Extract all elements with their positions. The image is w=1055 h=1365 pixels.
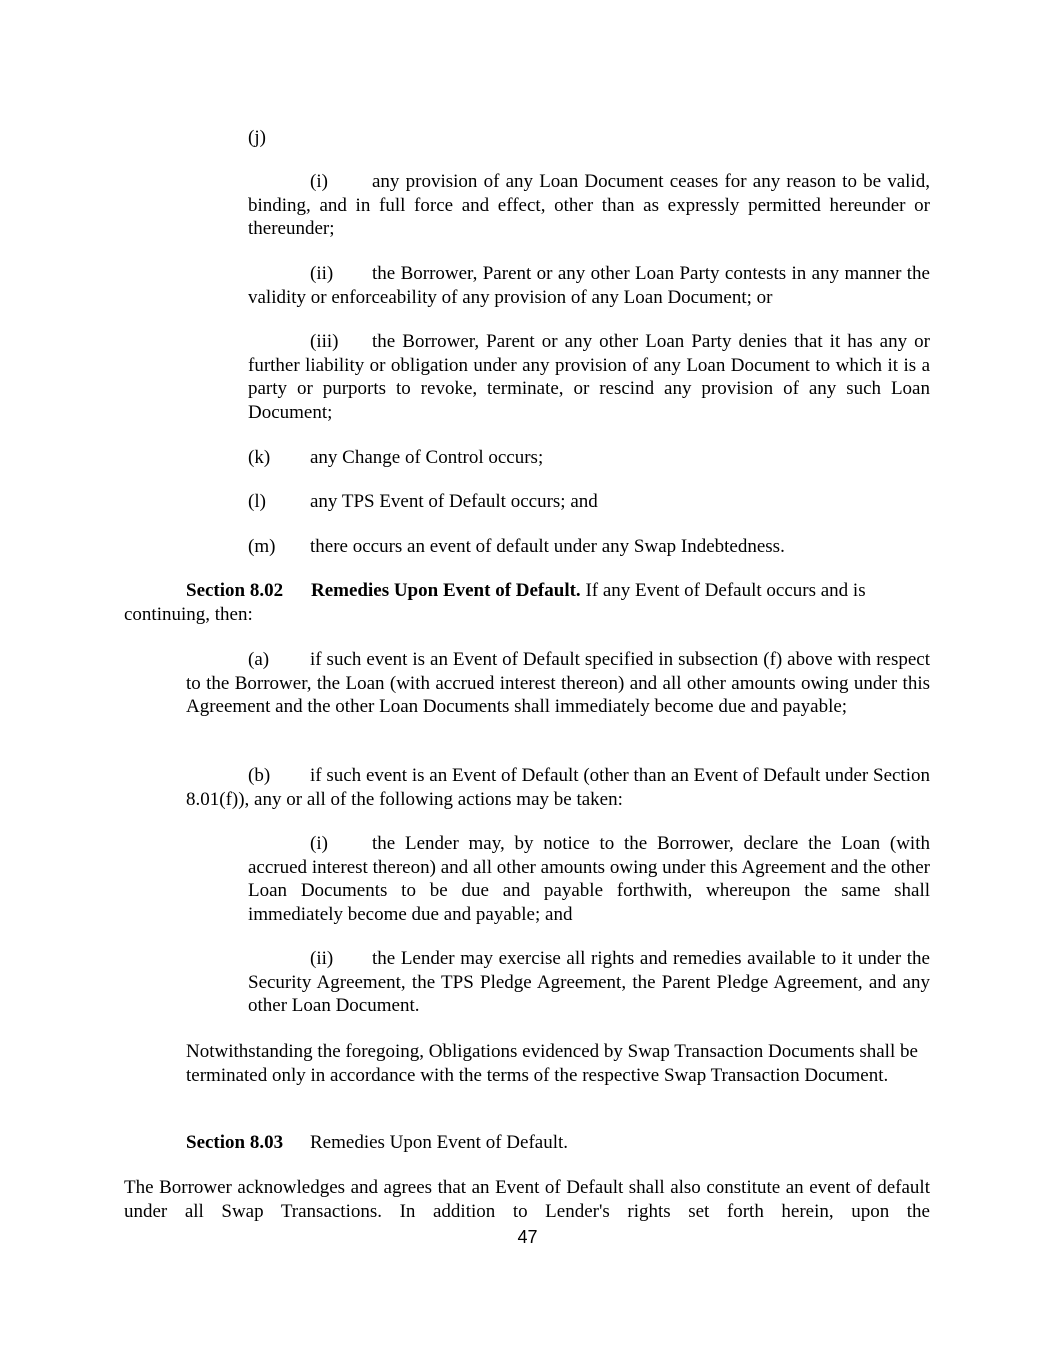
clause-j-i-marker: (i) — [310, 171, 328, 192]
clause-j-ii — [248, 262, 930, 309]
clause-m-text: there occurs an event of default under any Swap Indebtedness. — [310, 536, 785, 557]
final-paragraph: The Borrower acknowledges and agrees that an Event of Default shall also constitute an event of default under all Swap Transactions. In addition to Lender's rights set forth herein, upon the — [124, 1177, 930, 1222]
page-number: 47 — [517, 1227, 538, 1247]
clause-k-text: any Change of Control occurs; — [310, 447, 544, 468]
clause-k-marker: (k) — [248, 447, 271, 468]
section-8-02-b-ii-marker: (ii) — [310, 948, 334, 969]
section-8-02-b-ii-text: the Lender may exercise all rights and remedies available to it under the Security Agreement, the TPS Pledge Agreement, the Parent Pledge Agreement, and any other Loan Document. — [248, 948, 930, 1016]
clause-m-marker: (m) — [248, 536, 276, 557]
clause-l — [248, 490, 598, 514]
section-8-02-b — [186, 764, 930, 811]
clause-j-i-text: any provision of any Loan Document ceases for any reason to be valid, binding, and in full force and effect, other than as expressly permitted hereunder or thereunder; — [248, 171, 930, 239]
clause-j-iii-marker: (iii) — [310, 331, 339, 352]
section-8-02-b-i — [248, 832, 930, 926]
clause-j-marker: (j) — [248, 127, 266, 148]
clause-m — [248, 535, 785, 559]
section-8-02-number: Section 8.02 — [186, 580, 284, 601]
section-8-02-heading: Remedies Upon Event of Default. — [311, 580, 581, 601]
section-8-02-b-i-marker: (i) — [310, 833, 328, 854]
section-8-03-number: Section 8.03 — [186, 1132, 284, 1153]
clause-j-i — [248, 170, 930, 241]
section-8-02-b-i-text: the Lender may, by notice to the Borrower, declare the Loan (with accrued interest thereon) and all other amounts owing under this Agreement and the other Loan Documents to be due and payable forthwith, whereupon the same shall immediately become due and payable; and — [248, 833, 930, 925]
section-8-02-b-text: if such event is an Event of Default (other than an Event of Default under Section 8.01(f)), any or all of the following actions may be taken: — [186, 765, 930, 810]
section-8-02-b-ii — [248, 947, 930, 1018]
clause-k — [248, 446, 543, 470]
clause-j-ii-marker: (ii) — [310, 263, 334, 284]
section-8-03 — [186, 1131, 568, 1155]
clause-l-text: any TPS Event of Default occurs; and — [310, 491, 598, 512]
section-8-02-a — [186, 648, 930, 719]
clause-l-marker: (l) — [248, 491, 266, 512]
clause-j-ii-text: the Borrower, Parent or any other Loan Party contests in any manner the validity or enforceability of any provision of any Loan Document; or — [248, 263, 930, 308]
section-8-02-text: If any Event of Default occurs and is continuing, then: — [124, 580, 866, 625]
section-8-02-a-text: if such event is an Event of Default specified in subsection (f) above with respect to the Borrower, the Loan (with accrued interest thereon) and all other amounts owing under this Agreement and the other Loan Documents shall immediately become due and payable; — [186, 649, 930, 717]
clause-j-iii — [248, 330, 930, 424]
section-8-03-heading: Remedies Upon Event of Default. — [310, 1132, 569, 1153]
notwithstanding-paragraph: Notwithstanding the foregoing, Obligations evidenced by Swap Transaction Documents shall be terminated only in accordance with the terms of the respective Swap Transaction Document. — [186, 1041, 918, 1086]
section-8-02-a-marker: (a) — [248, 649, 270, 670]
section-8-02-b-marker: (b) — [248, 765, 271, 786]
clause-j-iii-text: the Borrower, Parent or any other Loan Party denies that it has any or further liability or obligation under any provision of any Loan Document to which it is a party or purports to revoke, terminate, or rescind any provision of any such Loan Document; — [248, 331, 930, 423]
section-8-02 — [124, 579, 930, 626]
